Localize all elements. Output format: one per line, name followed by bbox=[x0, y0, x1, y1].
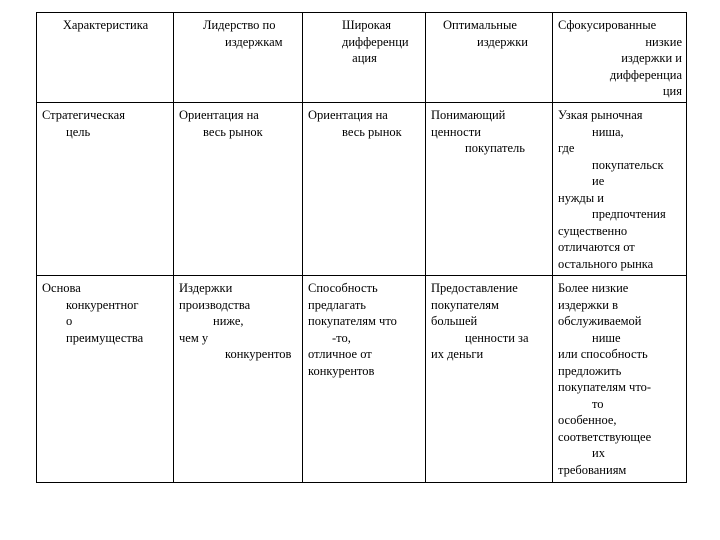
header-characteristic: Характеристика bbox=[37, 13, 174, 103]
table-cell: Более низкие издержки в обслуживаемой нише или способность предложить покупателям что- то особенное, соответствующее их требованиям bbox=[553, 276, 687, 483]
table-header-row bbox=[37, 13, 687, 103]
table-cell: Понимающий ценности покупатель bbox=[426, 103, 553, 276]
table-cell: Издержки производства ниже, чем у конкурентов bbox=[174, 276, 303, 483]
row-label-strategic-goal: Стратегическая цель bbox=[37, 103, 174, 276]
row-label-competitive-advantage: Основа конкурентног о преимущества bbox=[37, 276, 174, 483]
table-row bbox=[37, 103, 687, 276]
table-cell: Ориентация на весь рынок bbox=[174, 103, 303, 276]
header-focused: Сфокусированные низкие издержки и дифференциа ция bbox=[553, 13, 687, 103]
header-cost-leadership: Лидерство по издержкам bbox=[174, 13, 303, 103]
header-optimal-costs: Оптимальные издержки bbox=[426, 13, 553, 103]
table-cell: Узкая рыночная ниша, где покупательск ие нужды и предпочтения существенно отличаются от остального рынка bbox=[553, 103, 687, 276]
table-cell: Ориентация на весь рынок bbox=[303, 103, 426, 276]
strategy-comparison-table bbox=[36, 12, 687, 483]
table-cell: Предоставление покупателям большей ценности за их деньги bbox=[426, 276, 553, 483]
table-row bbox=[37, 276, 687, 483]
header-broad-differentiation: Широкая дифференци ация bbox=[303, 13, 426, 103]
table-cell: Способность предлагать покупателям что -то, отличное от конкурентов bbox=[303, 276, 426, 483]
